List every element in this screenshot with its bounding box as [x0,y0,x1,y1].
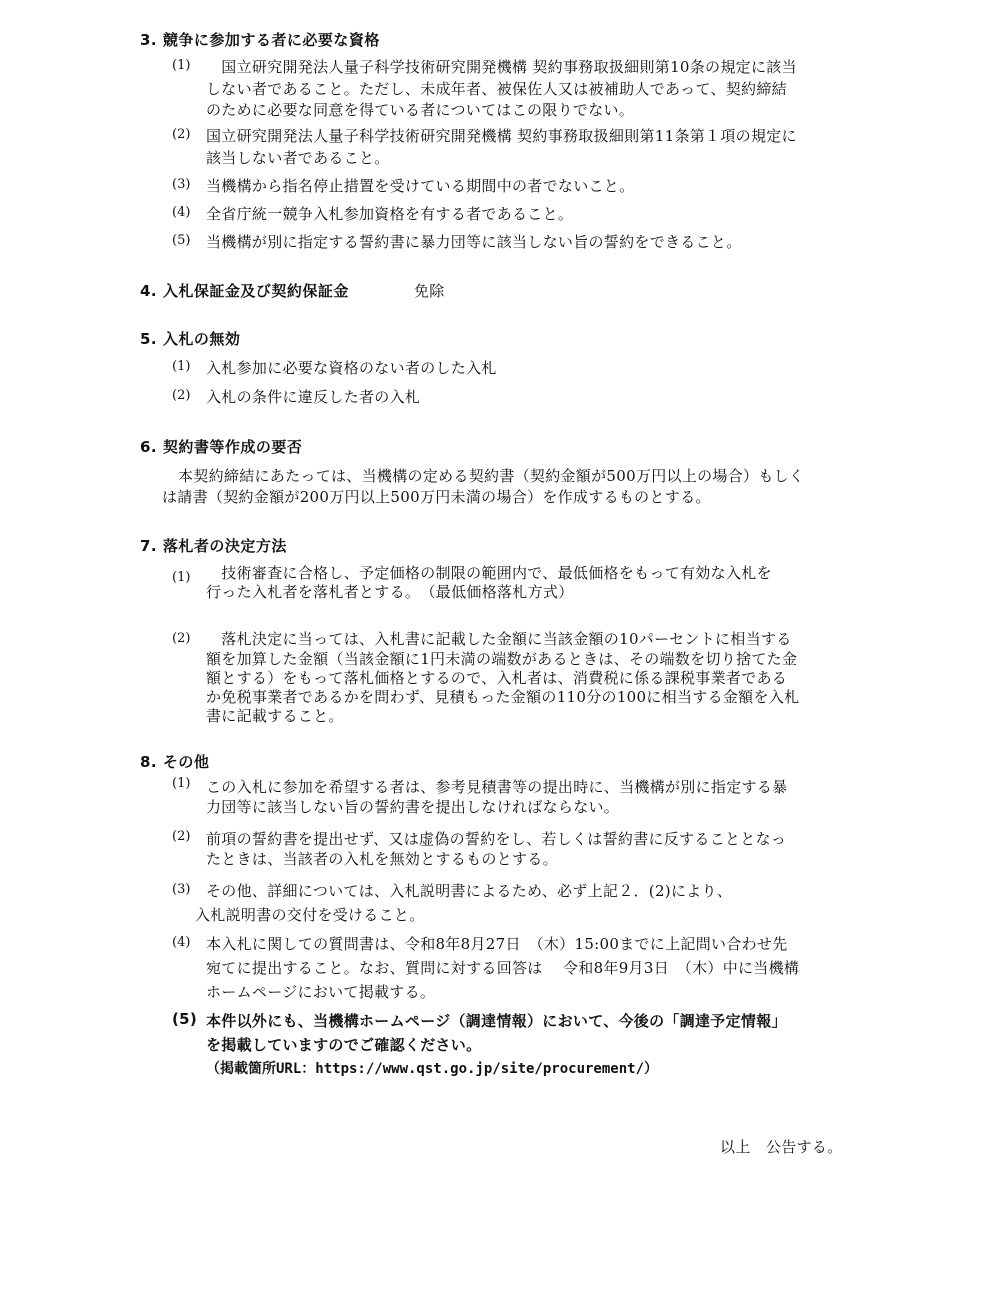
paragraph-line: 本契約締結にあたっては、当機構の定める契約書（契約金額が500万円以上の場合）もしく [178,467,805,485]
item-number: (2) [172,829,191,844]
item-text-line: 本件以外にも、当機構ホームページ（調達情報）において、今後の「調達予定情報」 [206,1012,787,1030]
item-text-line: か免税事業者であるかを問わず、見積もった金額の110分の100に相当する金額を入札 [206,688,800,706]
item-number: (4) [172,205,191,220]
paragraph-line: は請書（契約金額が200万円以上500万円未満の場合）を作成するものとする。 [162,488,711,506]
item-text-line: 全省庁統一競争入札参加資格を有する者であること。 [206,205,574,223]
item-text-line: 落札決定に当っては、入札書に記載した金額に当該金額の10パーセントに相当する [206,630,792,648]
item-text-line: 力団等に該当しない旨の誓約書を提出しなければならない。 [206,798,620,816]
item-number: (2) [172,388,191,403]
item-text-line: 宛てに提出すること。なお、質問に対する回答は 令和8年9月3日 （木）中に当機構 [206,959,800,977]
closing-statement: 以上 公告する。 [720,1138,843,1156]
item-number: (1) [172,570,191,585]
item-text-line: 前項の誓約書を提出せず、又は虚偽の誓約をし、若しくは誓約書に反することとなっ [206,830,787,848]
item-text-line: 入札の条件に違反した者の入札 [206,388,421,406]
section-3-heading: 3. 競争に参加する者に必要な資格 [140,31,380,49]
item-text-line: 額とする）をもって落札価格とするので、入札者は、消費税に係る課税事業者である [206,669,788,687]
item-number: (1) [172,359,191,374]
section-4-heading: 4. 入札保証金及び契約保証金 [140,282,349,300]
item-text-line: 書に記載すること。 [206,707,344,725]
item-number: (5) [172,1010,198,1028]
item-text-line: しない者であること。ただし、未成年者、被保佐人又は被補助人であって、契約締結 [206,80,787,98]
item-number: (2) [172,631,191,646]
section-6-heading: 6. 契約書等作成の要否 [140,438,303,456]
item-text-line: 入札参加に必要な資格のない者のした入札 [206,359,497,377]
item-text-line: 当機構から指名停止措置を受けている期間中の者でないこと。 [206,177,635,195]
item-text-line: を掲載していますのでご確認ください。 [206,1036,482,1054]
item-number: (3) [172,177,191,192]
item-text-line: この入札に参加を希望する者は、参考見積書等の提出時に、当機構が別に指定する暴 [206,778,788,796]
item-text-line: ホームページにおいて掲載する。 [206,983,436,1001]
item-text-line: のために必要な同意を得ている者についてはこの限りでない。 [206,101,635,119]
item-text-line: その他、詳細については、入札説明書によるため、必ず上記２．(2)により、 [206,882,733,900]
item-number: (1) [172,58,191,73]
item-number: (5) [172,233,191,248]
section-4-value: 免除 [414,282,445,300]
item-text-line: 国立研究開発法人量子科学技術研究開発機構 契約事務取扱細則第10条の規定に該当 [206,58,797,76]
section-5-heading: 5. 入札の無効 [140,330,241,348]
item-number: (1) [172,776,191,791]
item-text-line: たときは、当該者の入札を無効とするものとする。 [206,850,558,868]
item-text-line: 該当しない者であること。 [206,149,390,167]
procurement-url-line: （掲載箇所URL：https://www.qst.go.jp/site/procurement/） [206,1061,659,1077]
item-text-line: 額を加算した金額（当該金額に1円未満の端数があるときは、その端数を切り捨てた金 [206,650,798,668]
item-text-line: 行った入札者を落札者とする。 （最低価格落札方式） [206,583,574,601]
item-number: (4) [172,935,191,950]
item-text-line: 入札説明書の交付を受けること。 [195,906,425,924]
section-8-heading: 8. その他 [140,753,210,771]
section-7-heading: 7. 落札者の決定方法 [140,537,287,555]
item-text-line: 国立研究開発法人量子科学技術研究開発機構 契約事務取扱細則第11条第１項の規定に [206,127,797,145]
item-number: (2) [172,127,191,142]
item-text-line: 当機構が別に指定する誓約書に暴力団等に該当しない旨の誓約をできること。 [206,233,742,251]
item-text-line: 本入札に関しての質問書は、令和8年8月27日 （木）15:00までに上記問い合わせ先 [206,935,788,953]
item-text-line: 技術審査に合格し、予定価格の制限の範囲内で、最低価格をもって有効な入札を [206,564,772,582]
item-number: (3) [172,882,191,897]
